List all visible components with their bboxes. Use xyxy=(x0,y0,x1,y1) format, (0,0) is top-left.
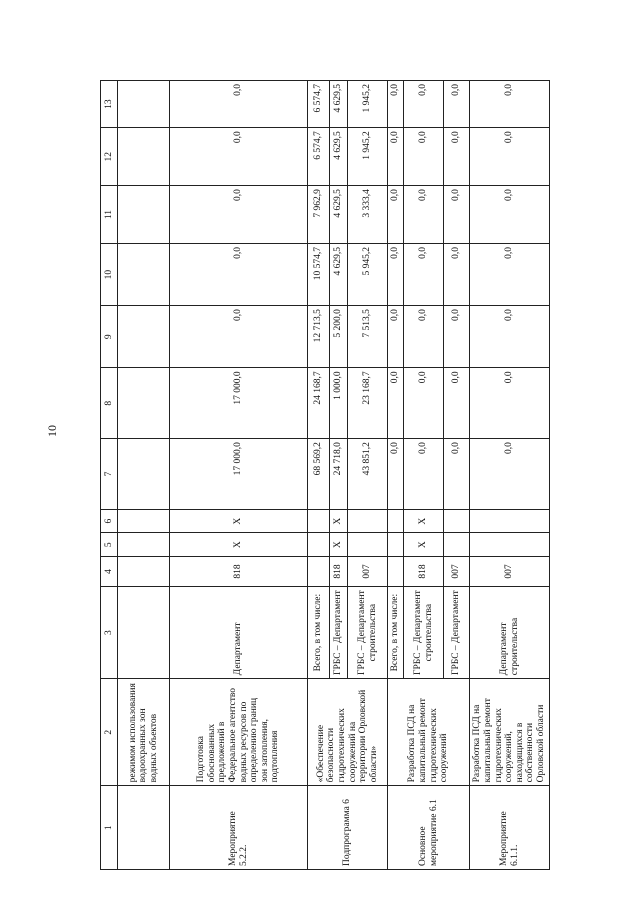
cell-code: Мероприятие 6.1.1. xyxy=(470,786,550,870)
cell-x: X xyxy=(330,533,348,557)
cell-value: 0,0 xyxy=(170,186,308,244)
cell-value: 68 569,2 xyxy=(308,439,330,510)
header-cell: 9 xyxy=(101,306,118,368)
cell-value: 0,0 xyxy=(388,186,404,244)
cell-value: 0,0 xyxy=(404,439,444,510)
cell-executor: Департамент строительства xyxy=(470,587,550,679)
cell-value: 0,0 xyxy=(170,244,308,306)
cell-value: 4 629,5 xyxy=(330,81,348,128)
cell-value: 43 851,2 xyxy=(348,439,388,510)
cell-value: 7 962,9 xyxy=(308,186,330,244)
cell-value: 0,0 xyxy=(404,368,444,439)
cell-executor: Всего, в том числе: xyxy=(388,587,404,679)
page-number: 10 xyxy=(45,425,59,437)
cell-value: 0,0 xyxy=(388,244,404,306)
cell-x xyxy=(348,509,388,533)
cell-grbs: 007 xyxy=(470,557,550,587)
table-row xyxy=(308,81,330,870)
cell-code xyxy=(118,786,170,870)
cell-title: «Обеспечение безопасности гидротехнических сооружений на территории Орловской области» xyxy=(308,679,388,786)
cell-value: 24 168,7 xyxy=(308,368,330,439)
cell-value: 0,0 xyxy=(388,439,404,510)
header-cell: 12 xyxy=(101,128,118,186)
cell-grbs xyxy=(308,557,330,587)
cell-value: 0,0 xyxy=(470,244,550,306)
cell-value: 1 945,2 xyxy=(348,128,388,186)
cell-x xyxy=(118,533,170,557)
cell-executor: ГРБС – Департамент xyxy=(330,587,348,679)
cell-value: 0,0 xyxy=(404,186,444,244)
header-cell: 7 xyxy=(101,439,118,510)
cell-value xyxy=(118,128,170,186)
cell-title: Подготовка обоснованных предложений в Федеральное агентство водных ресурсов по определению границ зон затопления, подтопления xyxy=(170,679,308,786)
cell-value: 6 574,7 xyxy=(308,81,330,128)
cell-grbs: 818 xyxy=(404,557,444,587)
cell-value: 0,0 xyxy=(470,186,550,244)
cell-x xyxy=(348,533,388,557)
cell-title: режимом использования водоохранных зон водных объектов xyxy=(118,679,170,786)
cell-value: 23 168,7 xyxy=(348,368,388,439)
cell-x: X xyxy=(330,509,348,533)
cell-x xyxy=(308,533,330,557)
cell-value: 0,0 xyxy=(170,306,308,368)
table-row xyxy=(170,81,308,870)
cell-value: 0,0 xyxy=(444,81,470,128)
cell-value: 0,0 xyxy=(388,81,404,128)
header-cell: 10 xyxy=(101,244,118,306)
cell-value xyxy=(118,439,170,510)
cell-code: Мероприятие 5.2.2. xyxy=(170,786,308,870)
cell-grbs: 818 xyxy=(170,557,308,587)
cell-value xyxy=(118,306,170,368)
cell-value: 12 713,5 xyxy=(308,306,330,368)
cell-value: 0,0 xyxy=(444,439,470,510)
header-cell: 8 xyxy=(101,368,118,439)
cell-value: 0,0 xyxy=(470,439,550,510)
header-cell: 13 xyxy=(101,81,118,128)
cell-x xyxy=(388,533,404,557)
header-cell: 2 xyxy=(101,679,118,786)
cell-value: 10 574,7 xyxy=(308,244,330,306)
cell-executor xyxy=(118,587,170,679)
cell-value: 0,0 xyxy=(444,306,470,368)
rotated-table-sheet xyxy=(100,80,547,870)
cell-value: 0,0 xyxy=(404,306,444,368)
cell-x: X xyxy=(170,533,308,557)
cell-value: 5 945,2 xyxy=(348,244,388,306)
cell-x: X xyxy=(404,509,444,533)
cell-grbs: 007 xyxy=(444,557,470,587)
cell-code: Основное мероприятие 6.1 xyxy=(388,786,470,870)
header-cell: 3 xyxy=(101,587,118,679)
header-cell: 4 xyxy=(101,557,118,587)
cell-value xyxy=(118,186,170,244)
cell-grbs xyxy=(388,557,404,587)
cell-value: 0,0 xyxy=(470,368,550,439)
cell-x xyxy=(308,509,330,533)
cell-value xyxy=(118,244,170,306)
cell-x xyxy=(444,509,470,533)
cell-executor: Всего, в том числе: xyxy=(308,587,330,679)
cell-executor: ГРБС – Департамент строительства xyxy=(404,587,444,679)
cell-grbs: 007 xyxy=(348,557,388,587)
cell-value: 7 513,5 xyxy=(348,306,388,368)
cell-title: Разработка ПСД на капитальный ремонт гидротехнических сооружений, находящихся в собственности Орловской области xyxy=(470,679,550,786)
cell-value: 0,0 xyxy=(388,368,404,439)
cell-grbs xyxy=(118,557,170,587)
cell-value: 6 574,7 xyxy=(308,128,330,186)
cell-value: 0,0 xyxy=(170,81,308,128)
cell-value xyxy=(118,81,170,128)
header-row xyxy=(101,81,118,870)
cell-value xyxy=(118,368,170,439)
cell-x xyxy=(470,533,550,557)
cell-value: 24 718,0 xyxy=(330,439,348,510)
cell-value: 0,0 xyxy=(444,244,470,306)
cell-value: 0,0 xyxy=(388,306,404,368)
cell-x: X xyxy=(404,533,444,557)
cell-value: 1 000,0 xyxy=(330,368,348,439)
cell-title: Разработка ПСД на капитальный ремонт гидротехнических сооружений xyxy=(388,679,470,786)
cell-value: 4 629,5 xyxy=(330,186,348,244)
cell-value: 17 000,0 xyxy=(170,368,308,439)
cell-x: X xyxy=(170,509,308,533)
cell-value: 0,0 xyxy=(388,128,404,186)
cell-value: 0,0 xyxy=(404,244,444,306)
cell-value: 3 333,4 xyxy=(348,186,388,244)
cell-value: 0,0 xyxy=(170,128,308,186)
header-cell: 6 xyxy=(101,509,118,533)
cell-x xyxy=(388,509,404,533)
cell-value: 0,0 xyxy=(470,128,550,186)
cell-x xyxy=(444,533,470,557)
cell-value: 0,0 xyxy=(444,186,470,244)
header-cell: 5 xyxy=(101,533,118,557)
cell-executor: ГРБС – Департамент xyxy=(444,587,470,679)
cell-value: 0,0 xyxy=(444,368,470,439)
cell-x xyxy=(118,509,170,533)
cell-x xyxy=(470,509,550,533)
cell-value: 0,0 xyxy=(470,81,550,128)
header-cell: 11 xyxy=(101,186,118,244)
cell-value: 0,0 xyxy=(404,81,444,128)
cell-grbs: 818 xyxy=(330,557,348,587)
cell-value: 0,0 xyxy=(444,128,470,186)
cell-executor: Департамент xyxy=(170,587,308,679)
cell-value: 0,0 xyxy=(470,306,550,368)
table-row xyxy=(118,81,170,870)
cell-code: Подпрограмма 6 xyxy=(308,786,388,870)
header-cell: 1 xyxy=(101,786,118,870)
cell-executor: ГРБС – Департамент строительства xyxy=(348,587,388,679)
table-row xyxy=(388,81,404,870)
budget-table xyxy=(100,80,550,870)
table-row xyxy=(470,81,550,870)
cell-value: 0,0 xyxy=(404,128,444,186)
cell-value: 17 000,0 xyxy=(170,439,308,510)
cell-value: 4 629,5 xyxy=(330,244,348,306)
cell-value: 5 200,0 xyxy=(330,306,348,368)
cell-value: 4 629,5 xyxy=(330,128,348,186)
cell-value: 1 945,2 xyxy=(348,81,388,128)
